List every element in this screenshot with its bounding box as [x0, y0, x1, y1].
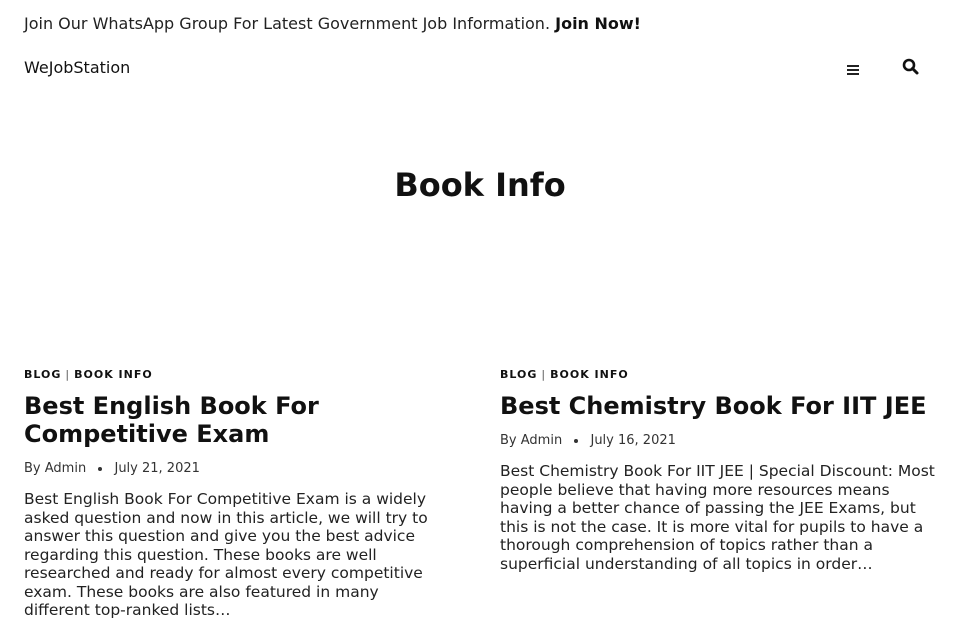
category-separator: | — [541, 368, 547, 381]
post-categories — [24, 368, 444, 382]
meta-dot — [98, 467, 102, 471]
author-prefix: By — [24, 461, 41, 476]
site-header — [24, 58, 936, 80]
post-date: July 21, 2021 — [114, 461, 200, 476]
post-card — [24, 368, 444, 620]
page-title: Book Info — [394, 166, 566, 204]
post-date: July 16, 2021 — [590, 433, 676, 448]
search-icon — [902, 58, 920, 76]
category-link-blog[interactable]: BLOG — [24, 368, 62, 381]
category-link-book-info[interactable]: BOOK INFO — [74, 368, 153, 381]
post-excerpt: Best English Book For Competitive Exam is a widely asked question and now in this article, we will try to answer this question and give you the best advice regarding this question. These books are well researched and ready for almost every competitive exam. These books are also featured in many different top-ranked lists… — [24, 490, 428, 619]
category-separator: | — [65, 368, 71, 381]
post-title[interactable]: Best English Book For Competitive Exam — [24, 392, 319, 448]
search-button[interactable] — [902, 58, 920, 76]
site-brand[interactable]: WeJobStation — [24, 58, 131, 77]
post-meta — [24, 461, 444, 476]
post-excerpt: Best Chemistry Book For IIT JEE | Special Discount: Most people believe that having more resources means having a better chance of passing the JEE Exams, but this is not the case. It is more vital for pupils to have a thorough comprehension of topics rather than a superficial understanding of all topics in order… — [500, 462, 935, 573]
author-link[interactable]: Admin — [520, 433, 563, 448]
category-link-blog[interactable]: BLOG — [500, 368, 538, 381]
menu-icon — [847, 63, 859, 77]
post-categories — [500, 368, 940, 382]
announcement-bar — [24, 14, 641, 33]
author-prefix: By — [500, 433, 517, 448]
author-link[interactable]: Admin — [44, 461, 87, 476]
meta-dot — [574, 439, 578, 443]
join-now-link[interactable]: Join Now! — [555, 14, 641, 33]
announcement-text: Join Our WhatsApp Group For Latest Government Job Information. — [24, 14, 551, 33]
post-meta — [500, 433, 940, 448]
post-title[interactable]: Best Chemistry Book For IIT JEE — [500, 392, 927, 420]
category-link-book-info[interactable]: BOOK INFO — [550, 368, 629, 381]
menu-button[interactable] — [844, 59, 862, 77]
post-card — [500, 368, 940, 573]
